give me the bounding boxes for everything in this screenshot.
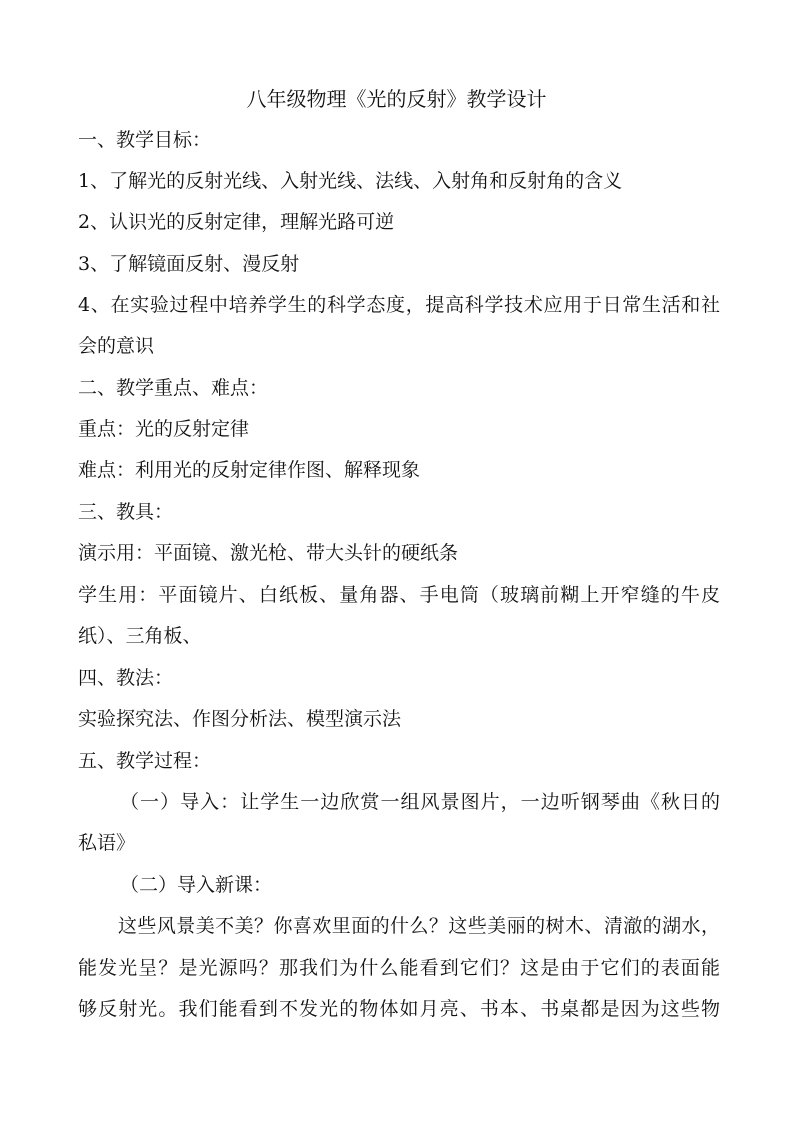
paragraph-line-3: 够反射光。我们能看到不发光的物体如月亮、书本、书桌都是因为这些物 bbox=[78, 998, 720, 1020]
key-point: 重点：光的反射定律 bbox=[78, 418, 250, 440]
process-heading: 五、教学过程： bbox=[78, 750, 212, 772]
intro-line-2: 私语》 bbox=[78, 832, 136, 854]
methods: 实验探究法、作图分析法、模型演示法 bbox=[78, 708, 402, 730]
goal-3: 3、了解镜面反射、漫反射 bbox=[78, 253, 300, 275]
new-lesson-heading: （二）导入新课： bbox=[120, 874, 273, 896]
goal-4-line-1: 4、在实验过程中培养学生的科学态度，提高科学技术应用于日常生活和社 bbox=[78, 294, 720, 316]
tools-heading: 三、教具： bbox=[78, 501, 174, 523]
methods-heading: 四、教法： bbox=[78, 667, 174, 689]
document-title: 八年级物理《光的反射》教学设计 bbox=[246, 87, 547, 111]
intro-line-1: （一）导入：让学生一边欣赏一组风景图片，一边听钢琴曲《秋日的 bbox=[120, 791, 720, 813]
paragraph-line-1: 这些风景美不美？你喜欢里面的什么？这些美丽的树木、清澈的湖水， bbox=[118, 915, 720, 937]
key-heading: 二、教学重点、难点： bbox=[78, 377, 269, 399]
paragraph-line-2: 能发光呈？是光源吗？那我们为什么能看到它们？这是由于它们的表面能 bbox=[78, 957, 720, 979]
goal-2: 2、认识光的反射定律，理解光路可逆 bbox=[78, 211, 395, 233]
tools-student-line-2: 纸）、三角板、 bbox=[78, 625, 202, 647]
tools-student-line-1: 学生用：平面镜片、白纸板、量角器、手电筒（玻璃前糊上开窄缝的牛皮 bbox=[78, 584, 720, 606]
goal-4-line-2: 会的意识 bbox=[78, 335, 155, 357]
goals-heading: 一、教学目标： bbox=[78, 129, 212, 151]
difficult-point: 难点：利用光的反射定律作图、解释现象 bbox=[78, 459, 421, 481]
tools-demo: 演示用：平面镜、激光枪、带大头针的硬纸条 bbox=[78, 542, 459, 564]
goal-1: 1、了解光的反射光线、入射光线、法线、入射角和反射角的含义 bbox=[78, 170, 623, 192]
